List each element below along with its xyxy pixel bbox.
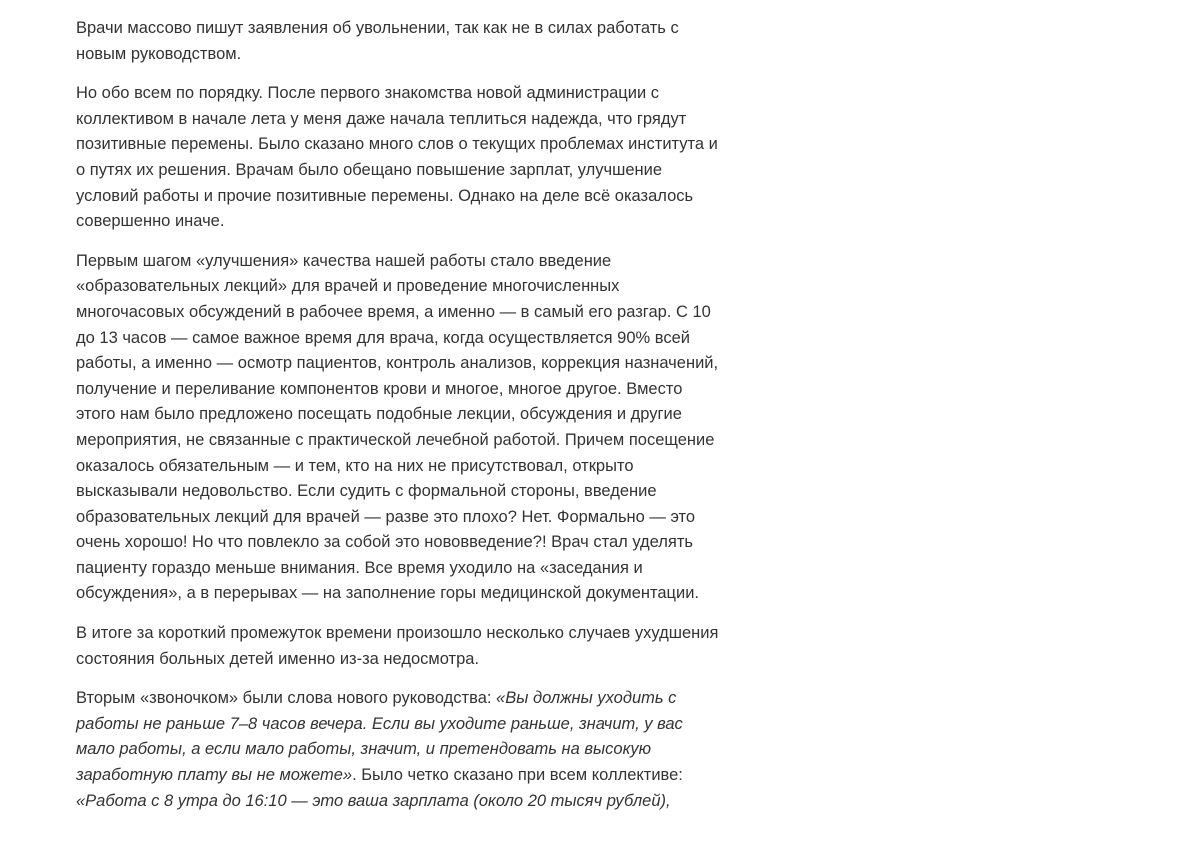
second-warning-tail: . Было четко сказано при всем коллективе: bbox=[352, 766, 683, 785]
paragraph-new-administration: Но обо всем по порядку. После первого знакомства новой администрации с коллективом в начале лета у меня даже начала теплиться надежда, что грядут позитивные перемены. Было сказано много слов о текущих проблемах института и о путях их решения. Врачам было обещано повышение зарплат, улучшение условий работы и прочие позитивные перемены. Однако на деле всё оказалось совершенно иначе. bbox=[76, 84, 718, 231]
paragraph-doctors-resign: Врачи массово пишут заявления об увольнении, так как не в силах работать с новым руководством. bbox=[76, 19, 679, 63]
paragraph-patient-outcomes: В итоге за короткий промежуток времени произошло несколько случаев ухудшения состояния больных детей именно из-за недосмотра. bbox=[76, 624, 719, 668]
salary-quote: «Работа с 8 утра до 16:10 — это ваша зарплата (около 20 тысяч рублей), bbox=[76, 791, 671, 810]
paragraph-second-warning bbox=[76, 686, 726, 814]
management-quote: «Вы должны уходить с работы не раньше 7–8 часов вечера. Если вы уходите раньше, значит, у вас мало работы, а если мало работы, значит, и претендовать на высокую заработную плату вы не можете» bbox=[76, 689, 683, 785]
paragraph-lectures: Первым шагом «улучшения» качества нашей работы стало введение «образовательных лекций» для врачей и проведение многочисленных многочасовых обсуждений в рабочее время, а именно — в самый его разгар. С 10 до 13 часов — самое важное время для врача, когда осуществляется 90% всей работы, а именно — осмотр пациентов, контроль анализов, коррекция назначений, получение и переливание компонентов крови и многое, многое другое. Вместо этого нам было предложено посещать подобные лекции, обсуждения и другие мероприятия, не связанные с практической лечебной работой. Причем посещение оказалось обязательным — и тем, кто на них не присутствовал, открыто высказывали недовольство. Если судить с формальной стороны, введение образовательных лекций для врачей — разве это плохо? Нет. Формально — это очень хорошо! Но что повлекло за собой это нововведение?! Врач стал уделять пациенту гораздо меньше внимания. Все время уходило на «заседания и обсуждения», а в перерывах — на заполнение горы медицинской документации. bbox=[76, 251, 719, 603]
second-warning-lead: Вторым «звоночком» были слова нового руководства: bbox=[76, 689, 497, 708]
article-body bbox=[76, 16, 726, 828]
